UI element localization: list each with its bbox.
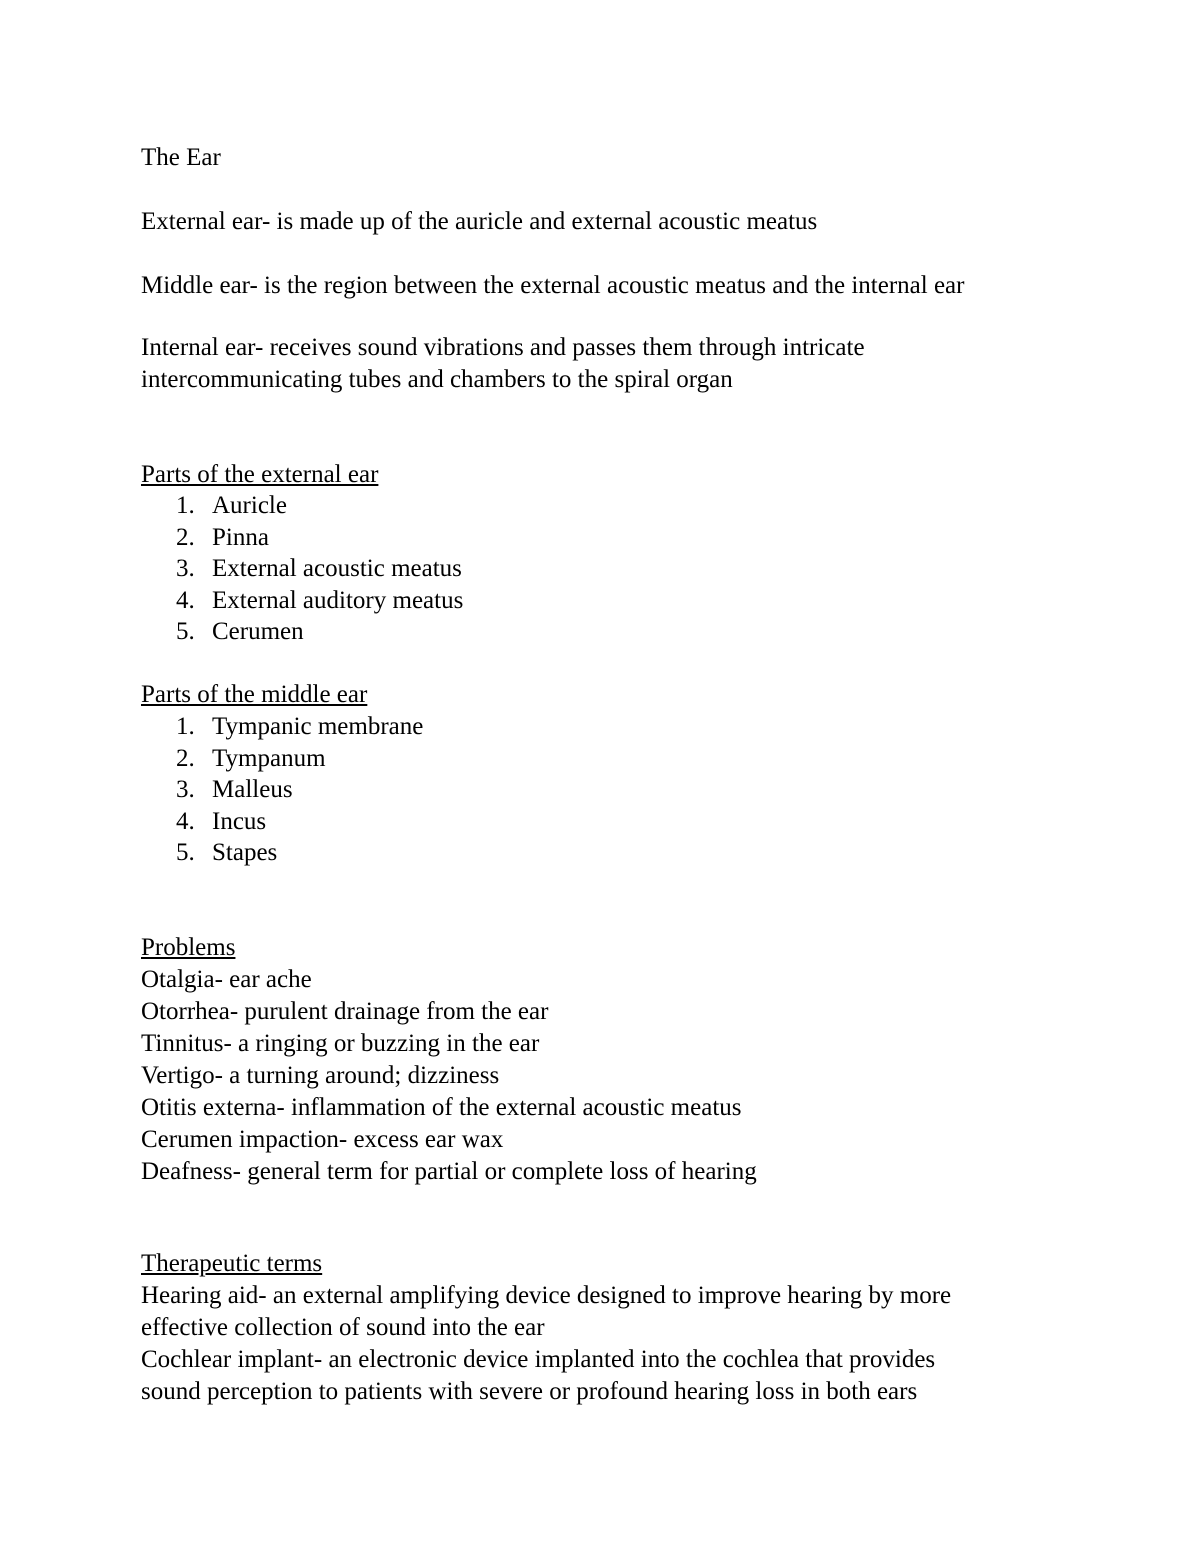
problem-item: Otorrhea- purulent drainage from the ear bbox=[141, 998, 549, 1025]
list-text: External acoustic meatus bbox=[212, 555, 462, 582]
list-text: Tympanum bbox=[212, 744, 326, 772]
problems-section bbox=[141, 932, 757, 1188]
middle-parts-heading bbox=[141, 679, 367, 711]
list-item bbox=[141, 837, 423, 869]
definition-external-ear bbox=[141, 206, 817, 238]
definition-text: Middle ear- is the region between the external acoustic meatus and the internal ear bbox=[141, 272, 965, 299]
section-heading: Parts of the middle ear bbox=[141, 681, 368, 708]
therapeutic-section bbox=[141, 1248, 951, 1408]
definition-internal-ear bbox=[141, 332, 865, 396]
title-text: The Ear bbox=[141, 144, 221, 171]
list-item bbox=[141, 585, 463, 617]
problem-item: Otalgia- ear ache bbox=[141, 966, 312, 993]
external-parts-heading bbox=[141, 459, 378, 491]
list-text: Pinna bbox=[212, 523, 269, 551]
list-item bbox=[141, 711, 423, 743]
definition-text-line-1: Internal ear- receives sound vibrations and passes them through intricate bbox=[141, 334, 865, 361]
therapeutic-line: sound perception to patients with severe or profound hearing loss in both ears bbox=[141, 1378, 918, 1405]
middle-parts-list bbox=[141, 711, 423, 869]
therapeutic-line: Cochlear implant- an electronic device implanted into the cochlea that provides bbox=[141, 1346, 936, 1373]
definition-middle-ear bbox=[141, 270, 964, 302]
problem-item: Tinnitus- a ringing or buzzing in the ear bbox=[141, 1030, 540, 1057]
problem-item: Cerumen impaction- excess ear wax bbox=[141, 1126, 504, 1153]
section-heading: Therapeutic terms bbox=[141, 1250, 323, 1277]
list-item bbox=[141, 616, 463, 648]
list-item bbox=[141, 522, 463, 554]
external-parts-list bbox=[141, 490, 463, 648]
list-number: 2. bbox=[176, 744, 195, 772]
list-text: Cerumen bbox=[212, 618, 304, 645]
list-item bbox=[141, 553, 463, 585]
therapeutic-line: Hearing aid- an external amplifying device designed to improve hearing by more bbox=[141, 1282, 952, 1309]
list-number: 5. bbox=[176, 839, 195, 866]
definition-text-line-2: intercommunicating tubes and chambers to the spiral organ bbox=[141, 366, 733, 393]
therapeutic-line: effective collection of sound into the ear bbox=[141, 1314, 545, 1341]
list-item bbox=[141, 774, 423, 806]
definition-text: External ear- is made up of the auricle and external acoustic meatus bbox=[141, 208, 818, 235]
section-heading: Problems bbox=[141, 934, 236, 961]
list-number: 5. bbox=[176, 618, 195, 645]
list-text: Malleus bbox=[212, 776, 293, 803]
list-item bbox=[141, 806, 423, 838]
list-number: 1. bbox=[176, 492, 195, 519]
list-text: Incus bbox=[212, 807, 267, 835]
list-item bbox=[141, 490, 463, 522]
list-number: 4. bbox=[176, 586, 195, 614]
list-text: Stapes bbox=[212, 839, 278, 866]
list-number: 4. bbox=[176, 807, 195, 835]
section-heading: Parts of the external ear bbox=[141, 461, 379, 488]
list-number: 2. bbox=[176, 523, 195, 551]
list-text: Tympanic membrane bbox=[212, 713, 424, 740]
list-number: 1. bbox=[176, 713, 195, 740]
list-number: 3. bbox=[176, 776, 195, 803]
problem-item: Vertigo- a turning around; dizziness bbox=[141, 1062, 500, 1089]
list-item bbox=[141, 743, 423, 775]
list-text: Auricle bbox=[212, 492, 287, 519]
problem-item: Deafness- general term for partial or complete loss of hearing bbox=[141, 1158, 757, 1185]
list-number: 3. bbox=[176, 555, 195, 582]
problem-item: Otitis externa- inflammation of the external acoustic meatus bbox=[141, 1094, 742, 1121]
document-title bbox=[141, 142, 221, 174]
list-text: External auditory meatus bbox=[212, 586, 464, 614]
